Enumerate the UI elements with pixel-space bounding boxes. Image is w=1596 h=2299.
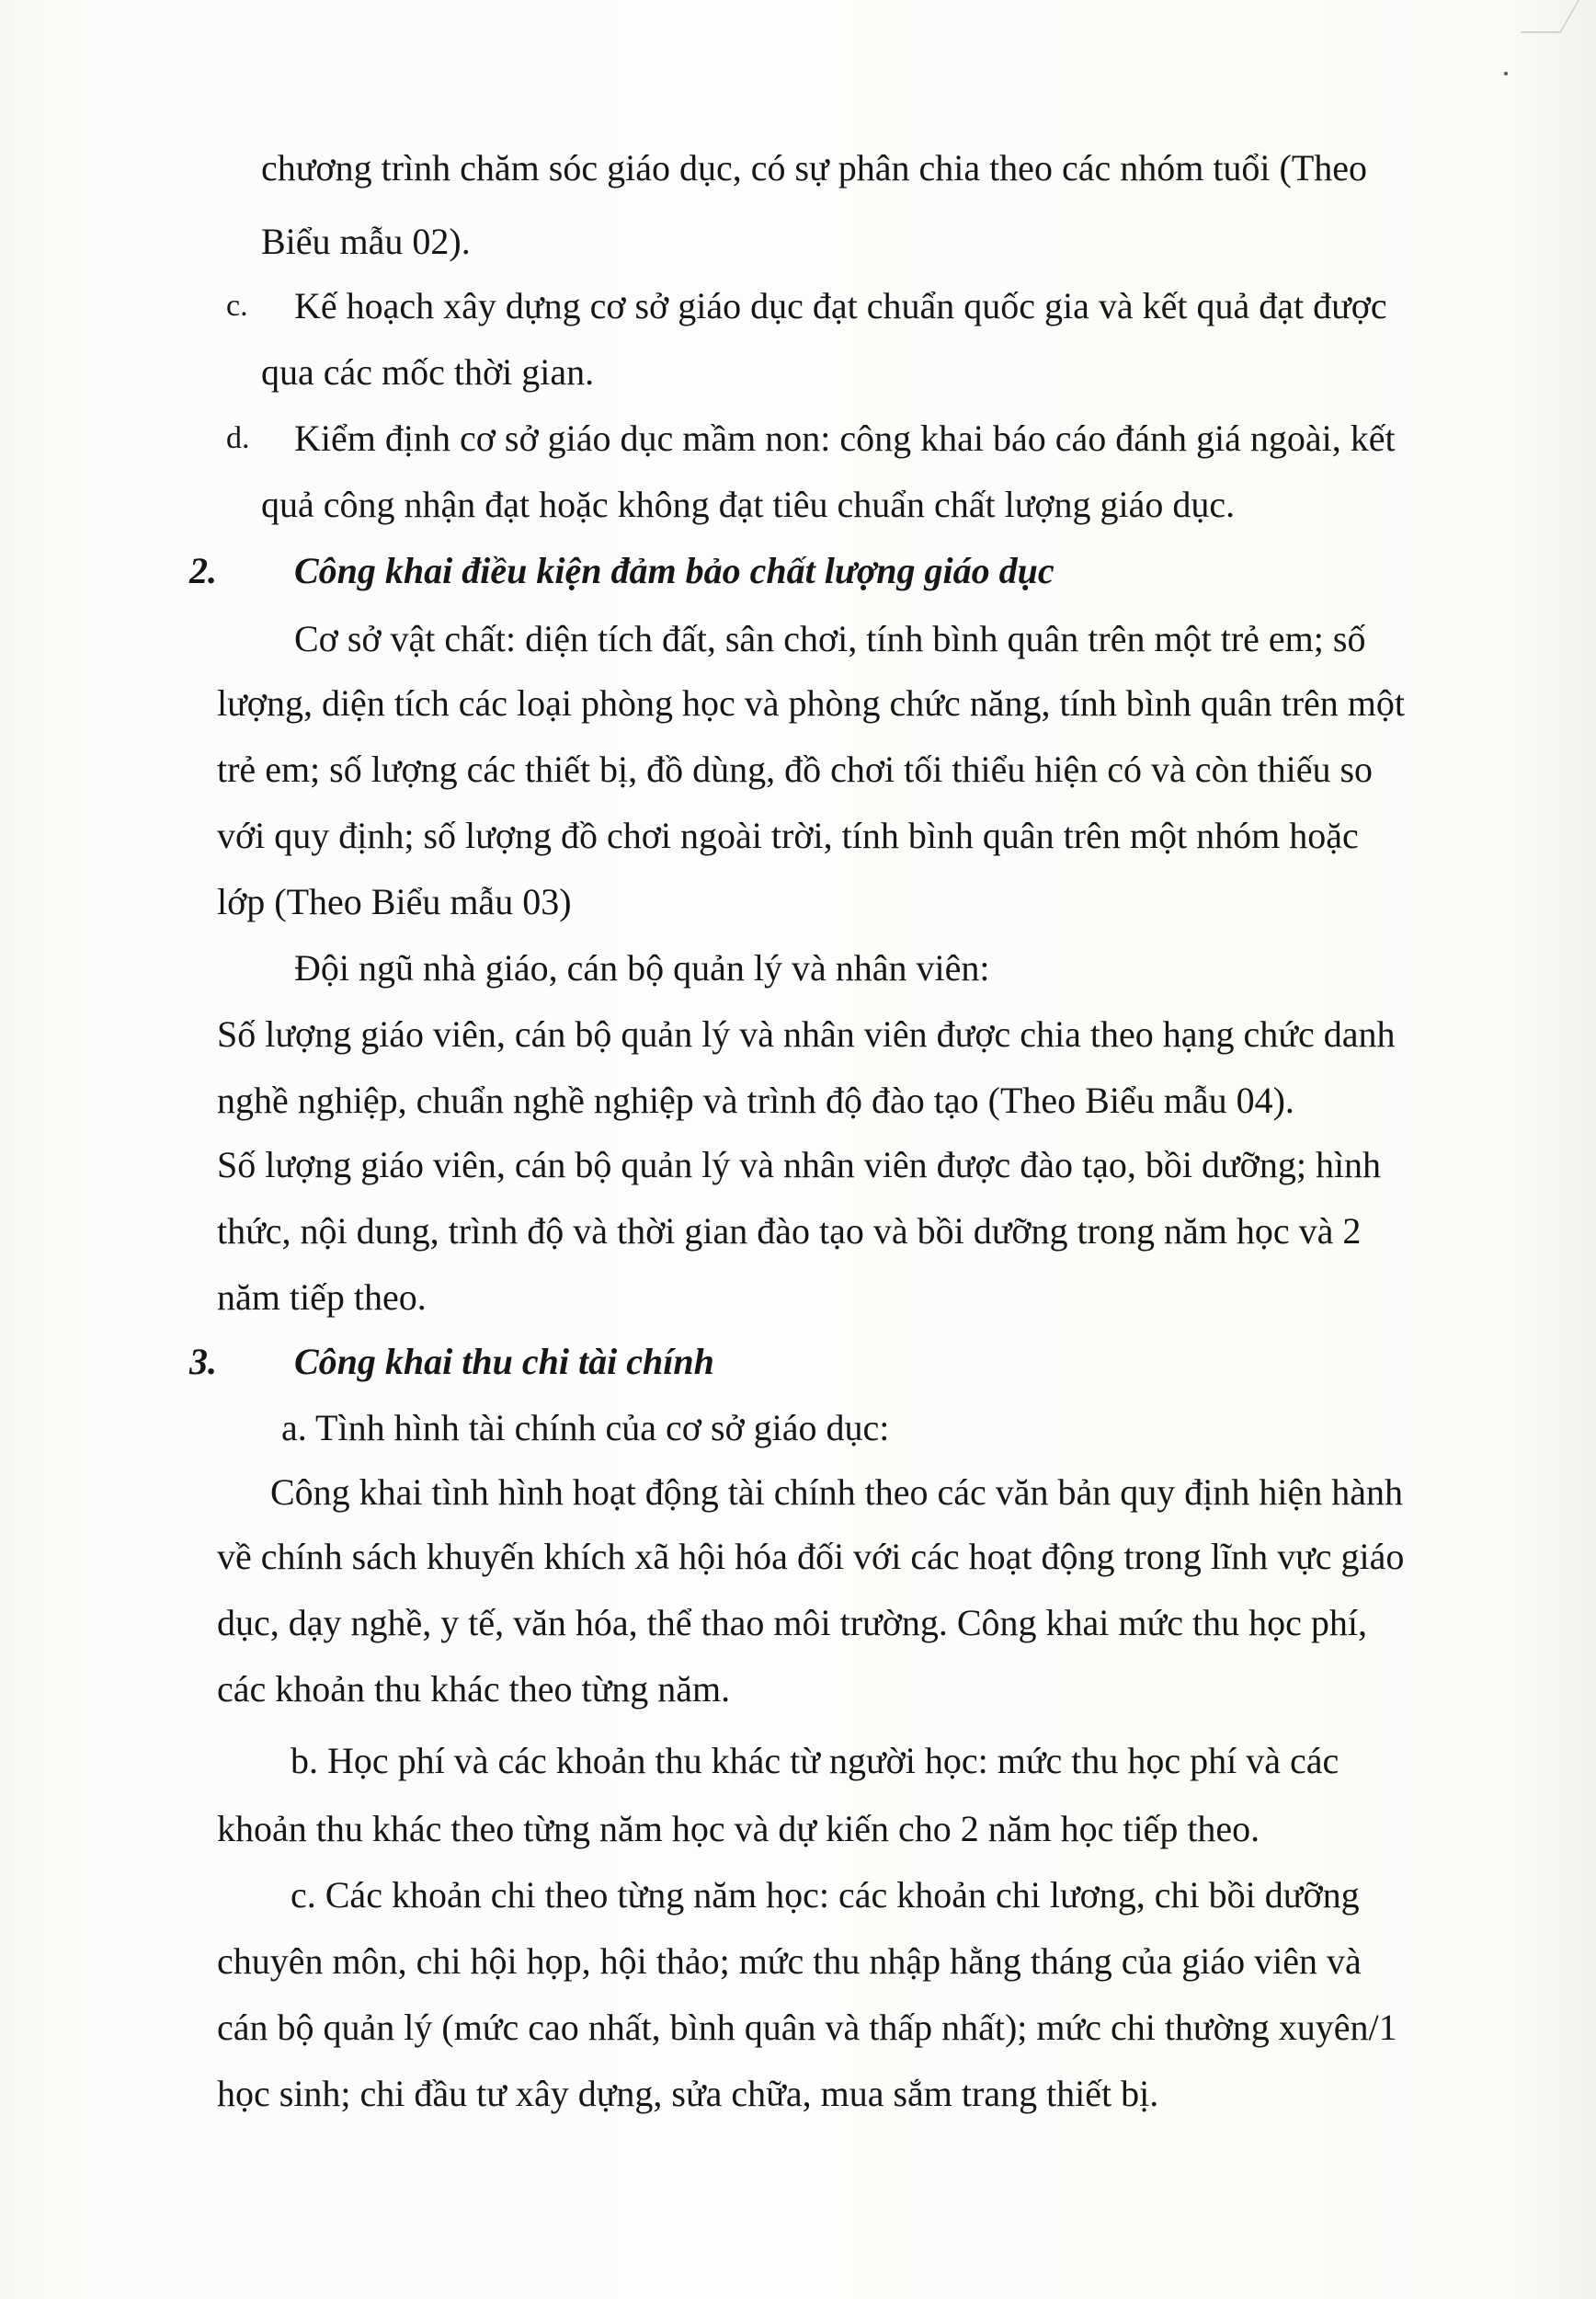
text-line-29: cán bộ quản lý (mức cao nhất, bình quân và thấp nhất); mức chi thường xuyên/1 [217,2007,1397,2048]
text-line-18: năm tiếp theo. [217,1276,427,1318]
text-line-22: về chính sách khuyến khích xã hội hóa đối với các hoạt động trong lĩnh vực giáo [217,1536,1405,1577]
text-line-24: các khoản thu khác theo từng năm. [217,1668,731,1710]
text-line-26: khoản thu khác theo từng năm học và dự kiến cho 2 năm học tiếp theo. [217,1808,1260,1849]
text-line-15: nghề nghiệp, chuẩn nghề nghiệp và trình độ đào tạo (Theo Biểu mẫu 04). [217,1080,1294,1121]
section-number-3: 3. [189,1341,217,1382]
text-line-20: a. Tình hình tài chính của cơ sở giáo dục: [281,1407,890,1448]
page-corner-mark [1521,0,1580,33]
item-marker-d: d. [226,421,250,455]
text-line-13: Đội ngũ nhà giáo, cán bộ quản lý và nhân viên: [294,947,990,989]
text-line-12: lớp (Theo Biểu mẫu 03) [217,881,572,922]
text-line-23: dục, dạy nghề, y tế, văn hóa, thể thao môi trường. Công khai mức thu học phí, [217,1602,1367,1643]
text-line-10: trẻ em; số lượng các thiết bị, đồ dùng, đồ chơi tối thiểu hiện có và còn thiếu so [217,749,1374,790]
section-number-2: 2. [189,550,217,591]
text-line-30: học sinh; chi đầu tư xây dựng, sửa chữa, mua sắm trang thiết bị. [217,2073,1159,2114]
text-line-17: thức, nội dung, trình độ và thời gian đào tạo và bồi dưỡng trong năm học và 2 [217,1210,1362,1252]
text-line-27: c. Các khoản chi theo từng năm học: các khoản chi lương, chi bồi dưỡng [291,1874,1360,1916]
text-line-16: Số lượng giáo viên, cán bộ quản lý và nhân viên được đào tạo, bồi dưỡng; hình [217,1144,1382,1185]
section-heading-3: Công khai thu chi tài chính [294,1341,714,1382]
text-line-21: Công khai tình hình hoạt động tài chính theo các văn bản quy định hiện hành [270,1471,1403,1513]
text-line-25: b. Học phí và các khoản thu khác từ người học: mức thu học phí và các [291,1740,1340,1781]
ink-dot [1504,72,1508,75]
text-line-8: Cơ sở vật chất: diện tích đất, sân chơi, tính bình quân trên một trẻ em; số [294,618,1366,659]
item-marker-c: c. [226,289,248,323]
text-line-14: Số lượng giáo viên, cán bộ quản lý và nhân viên được chia theo hạng chức danh [217,1013,1396,1055]
text-line-2: Biểu mẫu 02). [261,221,471,262]
text-line-4: qua các mốc thời gian. [261,351,595,393]
text-line-9: lượng, diện tích các loại phòng học và phòng chức năng, tính bình quân trên một [217,682,1405,724]
text-line-11: với quy định; số lượng đồ chơi ngoài trời, tính bình quân trên một nhóm hoặc [217,815,1359,856]
text-line-28: chuyên môn, chi hội họp, hội thảo; mức thu nhập hằng tháng của giáo viên và [217,1940,1362,1982]
text-line-1: chương trình chăm sóc giáo dục, có sự phân chia theo các nhóm tuổi (Theo [261,147,1368,189]
text-line-5: Kiểm định cơ sở giáo dục mầm non: công khai báo cáo đánh giá ngoài, kết [294,417,1396,459]
section-heading-2: Công khai điều kiện đảm bảo chất lượng giáo dục [294,550,1054,591]
text-line-6: quả công nhận đạt hoặc không đạt tiêu chuẩn chất lượng giáo dục. [261,484,1236,525]
text-line-3: Kế hoạch xây dựng cơ sở giáo dục đạt chuẩn quốc gia và kết quả đạt được [294,285,1387,326]
